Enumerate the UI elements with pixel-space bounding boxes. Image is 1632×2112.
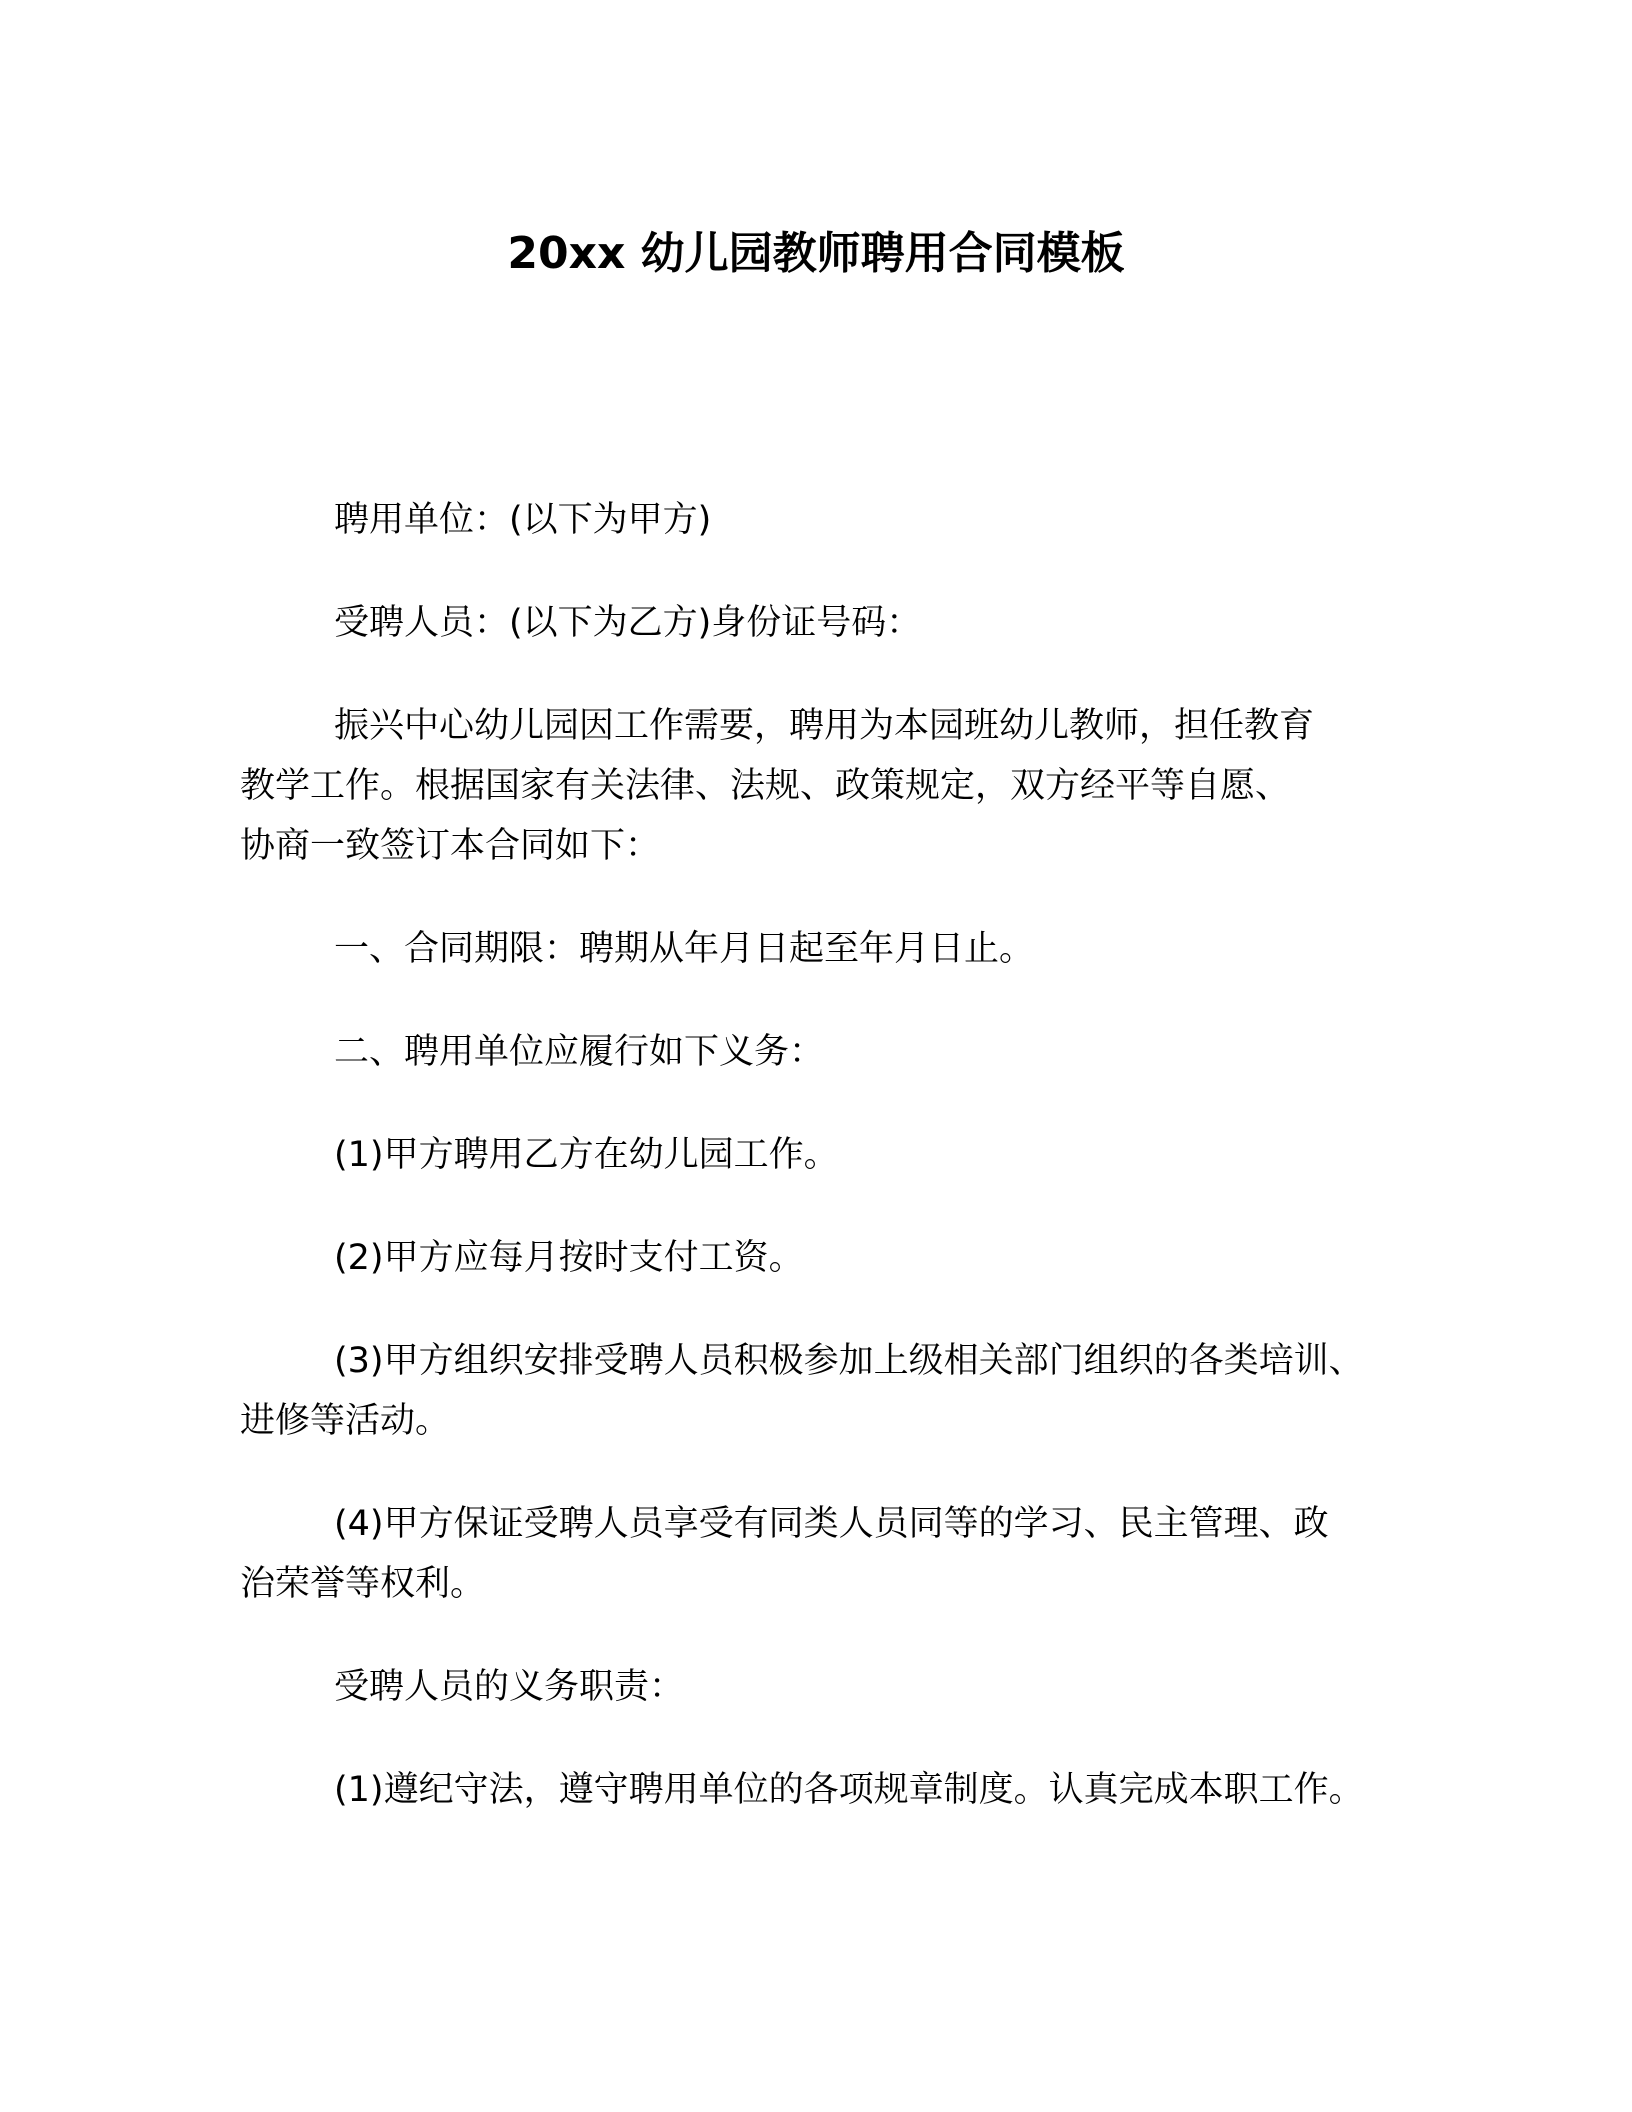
paragraph-line: 一、合同期限：聘期从年月日起至年月日止。	[334, 929, 1035, 969]
paragraph-employee-duties	[240, 1657, 1410, 1717]
paragraph-term	[240, 919, 1410, 979]
paragraph-line: 教学工作。根据国家有关法律、法规、政策规定，双方经平等自愿、	[240, 766, 1291, 806]
paragraph-item-2	[240, 1228, 1410, 1288]
paragraph-line: 振兴中心幼儿园因工作需要，聘用为本园班幼儿教师，担任教育	[334, 706, 1315, 746]
paragraph-employee	[240, 593, 1410, 653]
paragraph-intro	[240, 696, 1410, 876]
document-title: 20xx 幼儿园教师聘用合同模板	[507, 228, 1125, 279]
paragraph-line: 受聘人员的义务职责：	[334, 1667, 685, 1707]
paragraph-duty-1	[240, 1760, 1410, 1820]
paragraph-line: 进修等活动。	[240, 1401, 451, 1441]
paragraph-line: (1)遵纪守法，遵守聘用单位的各项规章制度。认真完成本职工作。	[334, 1770, 1364, 1810]
paragraph-item-3	[240, 1331, 1410, 1451]
paragraph-item-1	[240, 1125, 1410, 1185]
paragraph-line: 聘用单位：(以下为甲方)	[334, 500, 712, 540]
paragraph-line: (3)甲方组织安排受聘人员积极参加上级相关部门组织的各类培训、	[334, 1341, 1364, 1381]
paragraph-line: (1)甲方聘用乙方在幼儿园工作。	[334, 1135, 839, 1175]
paragraph-line: (2)甲方应每月按时支付工资。	[334, 1238, 804, 1278]
paragraph-employer-obligations	[240, 1022, 1410, 1082]
paragraph-line: 受聘人员：(以下为乙方)身份证号码：	[334, 603, 922, 643]
paragraph-item-4	[240, 1494, 1410, 1614]
paragraph-employer	[240, 490, 1410, 550]
paragraph-line: (4)甲方保证受聘人员享受有同类人员同等的学习、民主管理、政	[334, 1504, 1329, 1544]
paragraph-line: 治荣誉等权利。	[240, 1564, 486, 1604]
paragraph-line: 二、聘用单位应履行如下义务：	[334, 1032, 825, 1072]
paragraph-line: 协商一致签订本合同如下：	[240, 826, 661, 866]
document-body	[240, 490, 1410, 1820]
